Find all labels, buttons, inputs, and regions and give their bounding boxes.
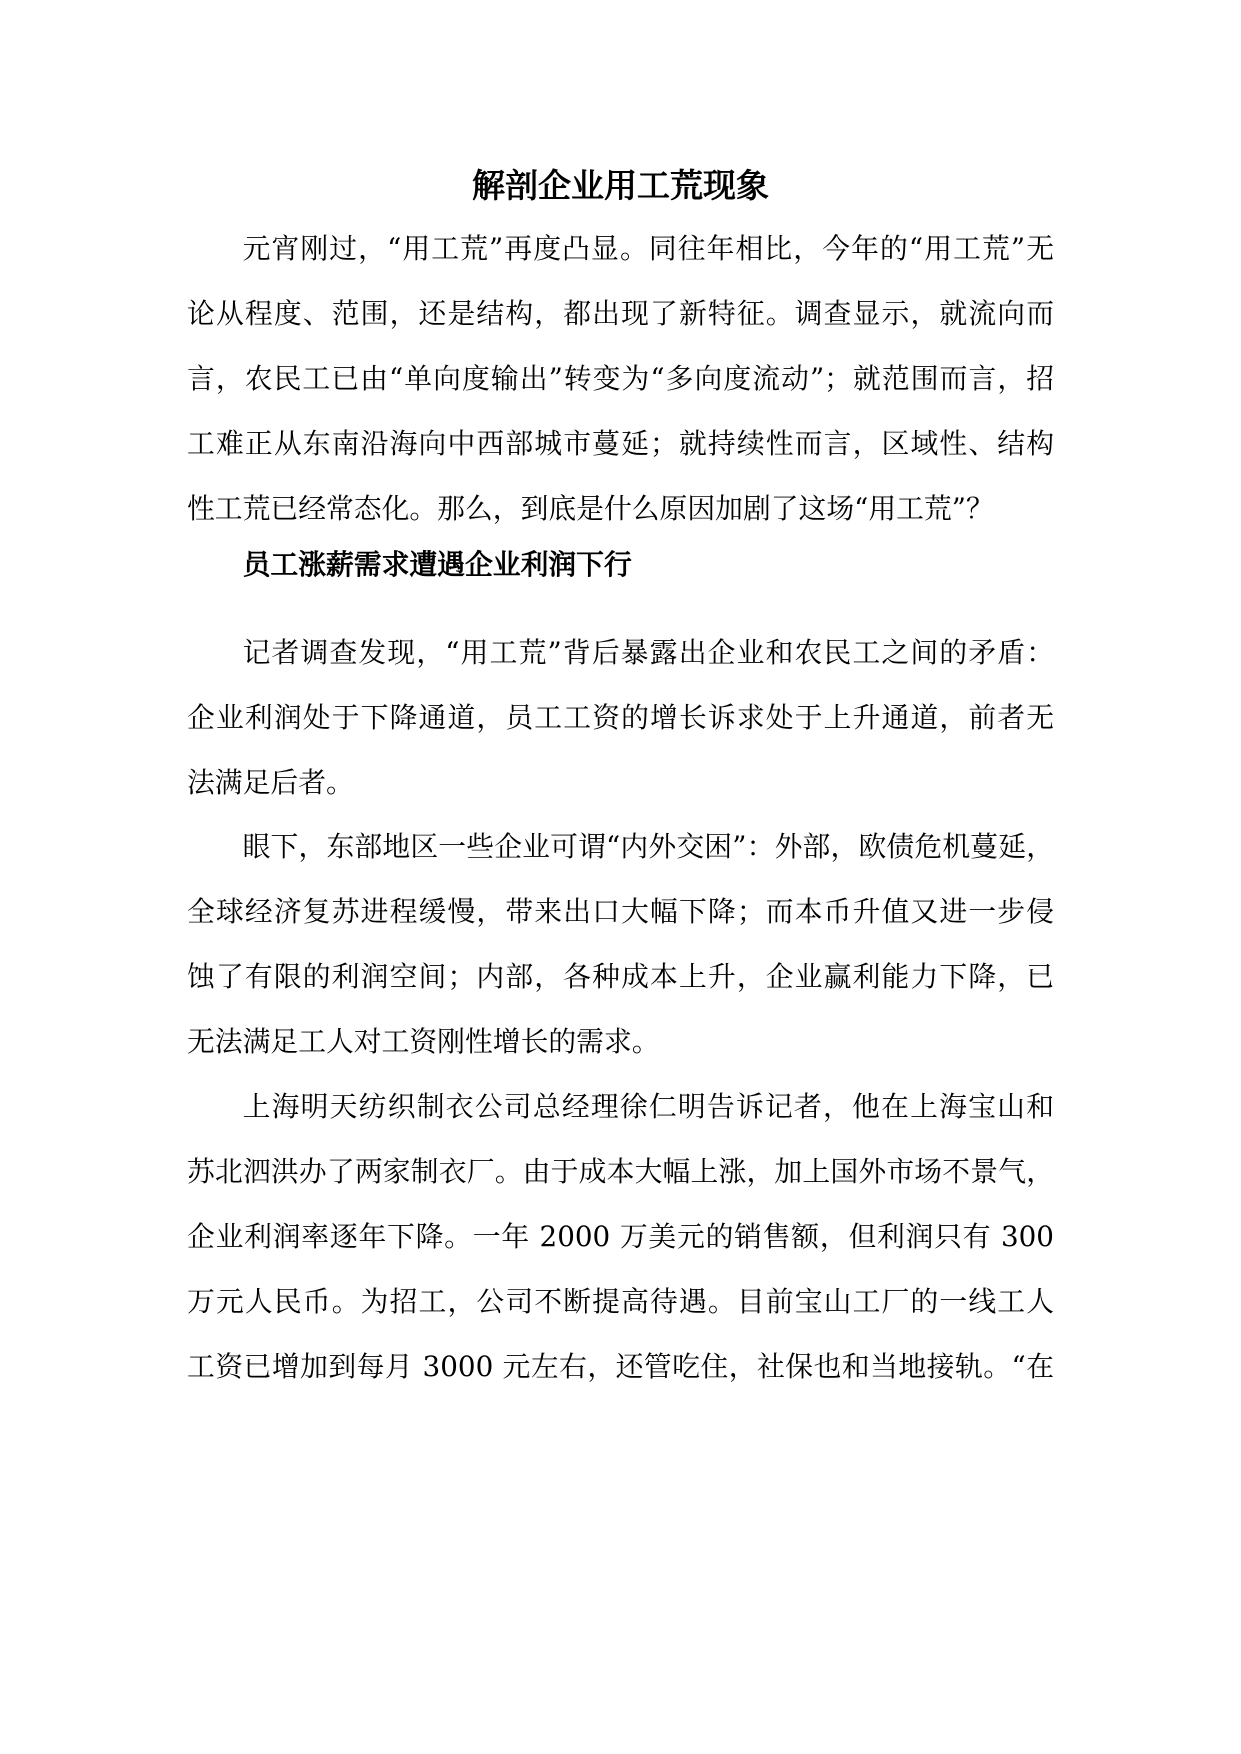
paragraph-line: 蚀了有限的利润空间；内部，各种成本上升，企业赢利能力下降，已 bbox=[187, 960, 1054, 993]
paragraph-line: 全球经济复苏进程缓慢，带来出口大幅下降；而本币升值又进一步侵 bbox=[187, 895, 1054, 928]
paragraph-line: 言，农民工已由“单向度输出”转变为“多向度流动”；就范围而言，招 bbox=[187, 362, 1054, 395]
paragraph-line: 论从程度、范围，还是结构，都出现了新特征。调查显示，就流向而 bbox=[187, 297, 1054, 330]
paragraph-line: 企业利润率逐年下降。一年 2000 万美元的销售额，但利润只有 300 bbox=[187, 1220, 1054, 1253]
paragraph-line: 企业利润处于下降通道，员工工资的增长诉求处于上升通道，前者无 bbox=[187, 701, 1054, 734]
paragraph-line: 元宵刚过，“用工荒”再度凸显。同往年相比，今年的“用工荒”无 bbox=[242, 232, 1054, 265]
paragraph-conflict bbox=[187, 620, 1054, 815]
paragraph-east-enterprises bbox=[187, 814, 1054, 1074]
paragraph-line: 性工荒已经常态化。那么，到底是什么原因加剧了这场“用工荒”？ bbox=[187, 492, 994, 525]
paragraph-intro bbox=[187, 216, 1054, 541]
section-heading: 员工涨薪需求遭遇企业利润下行 bbox=[242, 548, 632, 581]
document-title: 解剖企业用工荒现象 bbox=[472, 166, 769, 205]
paragraph-line: 法满足后者。 bbox=[187, 766, 354, 799]
paragraph-case-study bbox=[187, 1074, 1054, 1399]
paragraph-line: 上海明天纺织制衣公司总经理徐仁明告诉记者，他在上海宝山和 bbox=[242, 1090, 1054, 1123]
paragraph-line: 苏北泗洪办了两家制衣厂。由于成本大幅上涨，加上国外市场不景气， bbox=[187, 1155, 1054, 1188]
paragraph-line: 记者调查发现，“用工荒”背后暴露出企业和农民工之间的矛盾： bbox=[242, 636, 1054, 669]
paragraph-line: 万元人民币。为招工，公司不断提高待遇。目前宝山工厂的一线工人 bbox=[187, 1285, 1054, 1318]
paragraph-line: 眼下，东部地区一些企业可谓“内外交困”：外部，欧债危机蔓延， bbox=[242, 830, 1054, 863]
paragraph-line: 工难正从东南沿海向中西部城市蔓延；就持续性而言，区域性、结构 bbox=[187, 427, 1054, 460]
paragraph-line: 无法满足工人对工资刚性增长的需求。 bbox=[187, 1025, 660, 1058]
paragraph-line: 工资已增加到每月 3000 元左右，还管吃住，社保也和当地接轨。“在 bbox=[187, 1350, 1054, 1383]
